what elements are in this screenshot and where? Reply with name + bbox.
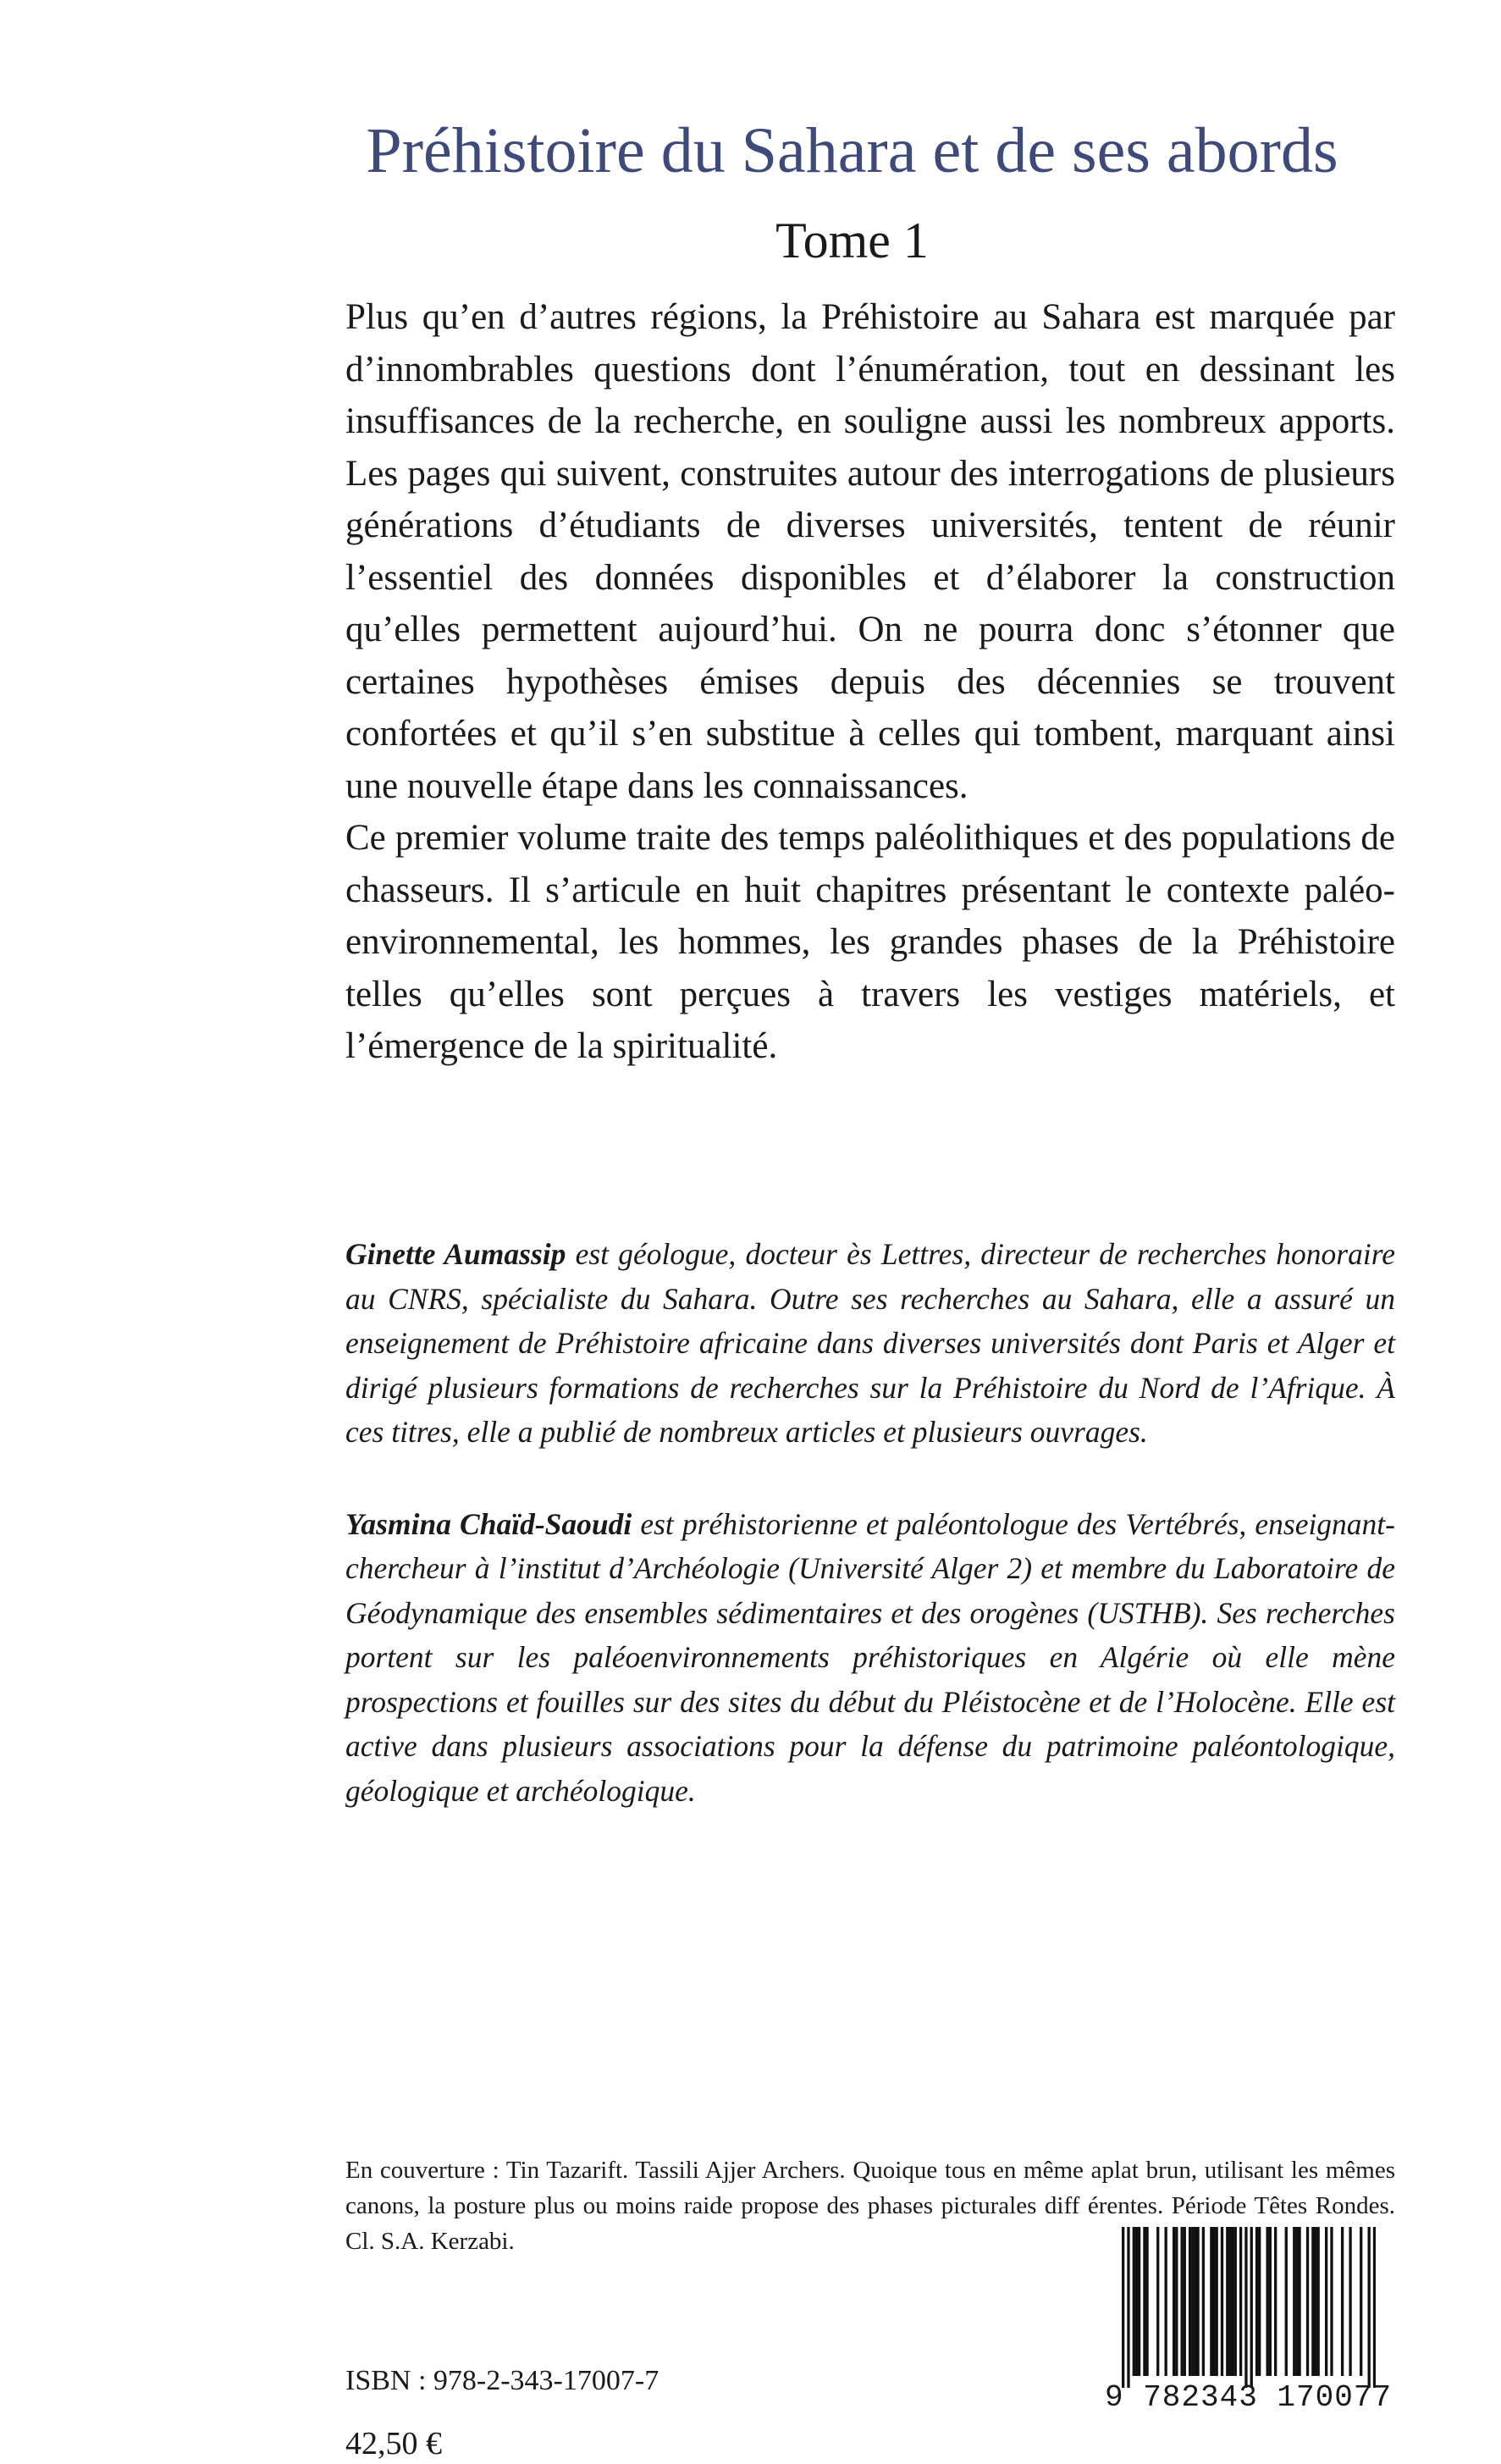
barcode-bar	[1133, 2227, 1135, 2376]
barcode-bar	[1293, 2227, 1295, 2376]
barcode-bar	[1189, 2227, 1191, 2376]
barcode-bar	[1314, 2227, 1316, 2376]
barcode-bars	[1122, 2227, 1376, 2388]
barcode-bar	[1330, 2227, 1333, 2376]
price-label: 42,50 €	[345, 2426, 442, 2461]
volume-label: Tome 1	[775, 213, 929, 268]
barcode-bar	[1285, 2227, 1288, 2376]
barcode-bar	[1239, 2227, 1242, 2376]
barcode-bar	[1138, 2227, 1140, 2376]
isbn-label: ISBN : 978-2-343-17007-7	[345, 2365, 659, 2396]
barcode-bar	[1373, 2227, 1376, 2388]
book-summary	[345, 291, 1395, 1073]
barcode-bar	[1368, 2227, 1371, 2388]
barcode-bar	[1184, 2227, 1186, 2376]
barcode-bar	[1231, 2227, 1233, 2376]
author-bio	[345, 1232, 1395, 1455]
barcode-bar	[1216, 2227, 1218, 2376]
barcode-bar	[1234, 2227, 1237, 2376]
barcode-bar	[1298, 2227, 1300, 2376]
barcode-bar	[1317, 2227, 1320, 2376]
barcode-bar	[1191, 2227, 1194, 2376]
barcode-bar	[1210, 2227, 1212, 2376]
summary-paragraph: Plus qu’en d’autres régions, la Préhistoire au Sahara est marquée par d’innombrables questions dont l’énumération, tout en dessinant les insuffisances de la recherche, en souligne aussi les nombreux apports. Les pages qui suivent, construites autour des interrogations de plusieurs générations d’étudiants de diverses universités, tentent de réunir l’essentiel des données disponibles et d’élaborer la construction qu’elles permettent aujourd’hui. On ne pourra donc s’étonner que certaines hypothèses émises depuis des décennies se trouvent confortées et qu’il s’en substitue à celles qui tombent, marquant ainsi une nouvelle étape dans les connaissances.	[345, 297, 1395, 806]
barcode-bar	[1143, 2227, 1145, 2376]
barcode-bar	[1221, 2227, 1223, 2376]
barcode-bar	[1311, 2227, 1314, 2376]
author-bio	[345, 1502, 1395, 1814]
barcode-bar	[1341, 2227, 1344, 2376]
barcode-bar	[1212, 2227, 1215, 2376]
barcode-bar	[1175, 2227, 1178, 2376]
author-bios	[345, 1232, 1395, 1860]
barcode-bar	[1244, 2227, 1247, 2388]
author-bio-text: est préhistorienne et paléontologue des Vertébrés, enseignant-chercheur à l’institut d’Archéologie (Université Alger 2) et membre du Laboratoire de Géodynamique des ensembles sédimentaires et des orogènes (USTHB). Ses recherches portent sur les paléoenvironnements préhistoriques en Algérie où elle mène prospections et fouilles sur des sites du début du Pléistocène et de l’Holocène. Elle est active dans plusieurs associations pour la défense du patrimoine paléontologique, géologique et archéologique.	[345, 1506, 1395, 1808]
barcode-bar	[1349, 2227, 1351, 2376]
barcode-bar	[1295, 2227, 1298, 2376]
author-name: Ginette Aumassip	[345, 1237, 566, 1271]
barcode-bar	[1306, 2227, 1309, 2376]
barcode-bar	[1266, 2227, 1269, 2376]
barcode-digits: 9 782343 170077	[1105, 2380, 1393, 2415]
summary-paragraph: Ce premier volume traite des temps paléolithiques et des populations de chasseurs. Il s’articule en huit chapitres présentant le contexte paléo-environnemental, les hommes, les grandes phases de la Préhistoire telles qu’elles sont perçues à travers les vestiges matériels, et l’émergence de la spiritualité.	[345, 818, 1395, 1066]
barcode-bar	[1226, 2227, 1228, 2376]
barcode-bar	[1325, 2227, 1327, 2376]
barcode-bar	[1228, 2227, 1231, 2376]
barcode-bar	[1194, 2227, 1196, 2376]
barcode-bar	[1255, 2227, 1258, 2376]
barcode-bar	[1250, 2227, 1253, 2388]
author-bio-text: est géologue, docteur ès Lettres, directeur de recherches honoraire au CNRS, spécialiste du Sahara. Outre ses recherches au Sahara, elle a assuré un enseignement de Préhistoire africaine dans diverses universités dont Paris et Alger et dirigé plusieurs formations de recherches sur la Préhistoire du Nord de l’Afrique. À ces titres, elle a publié de nombreux articles et plusieurs ouvrages.	[345, 1237, 1395, 1449]
barcode	[1105, 2227, 1393, 2422]
barcode-bar	[1360, 2227, 1362, 2376]
barcode-bar	[1269, 2227, 1272, 2376]
barcode-bar	[1135, 2227, 1138, 2376]
barcode-bar	[1274, 2227, 1277, 2376]
barcode-bar	[1145, 2227, 1148, 2376]
barcode-bar	[1173, 2227, 1175, 2376]
barcode-bar	[1156, 2227, 1159, 2376]
barcode-bar	[1196, 2227, 1199, 2376]
barcode-bar	[1258, 2227, 1261, 2376]
barcode-bar	[1122, 2227, 1124, 2388]
barcode-bar	[1165, 2227, 1167, 2376]
barcode-bar	[1202, 2227, 1205, 2376]
book-title: Préhistoire du Sahara et de ses abords	[366, 115, 1338, 186]
barcode-bar	[1180, 2227, 1183, 2376]
cover-caption: En couverture : Tin Tazarift. Tassili Ajjer Archers. Quoique tous en même aplat brun, utilisant les mêmes canons, la posture plus ou moins raide propose des phases picturales diff érentes. Période Têtes Rondes. Cl. S.A. Kerzabi.	[345, 2157, 1395, 2255]
barcode-bar	[1127, 2227, 1129, 2388]
author-name: Yasmina Chaïd-Saoudi	[345, 1506, 632, 1541]
